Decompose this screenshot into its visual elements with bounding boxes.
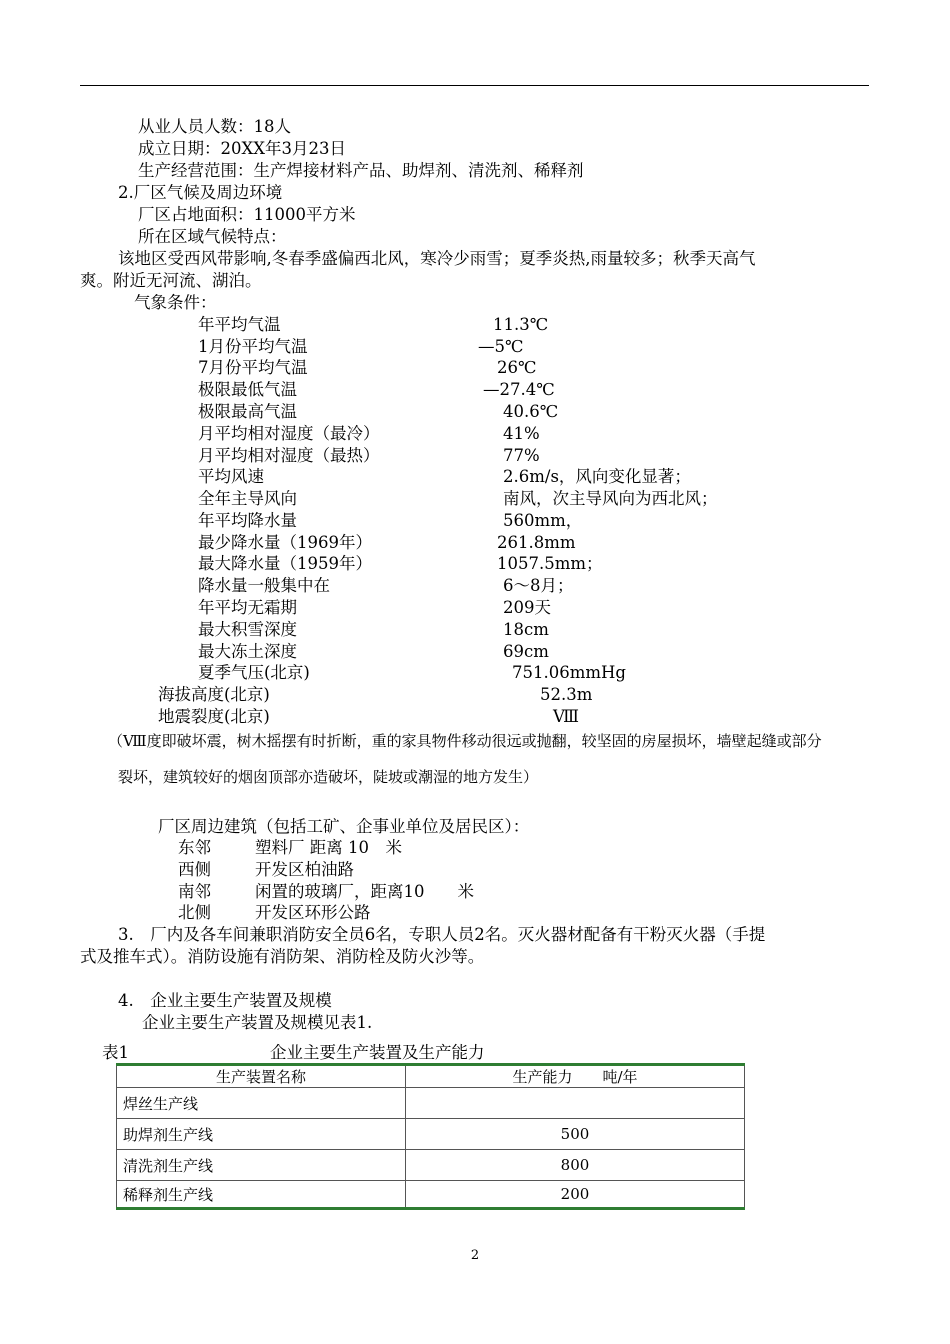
weather-key: 年平均无霜期 bbox=[198, 598, 297, 617]
section-3-cont: 式及推车式）。消防设施有消防架、消防栓及防火沙等。 bbox=[80, 947, 485, 966]
cell-capacity bbox=[406, 1088, 745, 1119]
quake-note-cont: 裂坏，建筑较好的烟囱顶部亦造破坏，陡坡或潮湿的地方发生） bbox=[118, 768, 539, 786]
weather-value: 41% bbox=[503, 424, 540, 443]
weather-key: 极限最低气温 bbox=[198, 380, 297, 399]
cell-name: 焊丝生产线 bbox=[117, 1088, 406, 1119]
table-row bbox=[117, 1119, 745, 1150]
table-row bbox=[117, 1150, 745, 1181]
surrounding-dir: 北侧 bbox=[178, 903, 211, 922]
weather-value: 77% bbox=[503, 446, 540, 465]
weather-key: 最大冻土深度 bbox=[198, 642, 297, 661]
weather-value: 261.8mm bbox=[497, 533, 576, 552]
header-cell: 生产装置名称 bbox=[117, 1065, 406, 1088]
cell-capacity: 500 bbox=[406, 1119, 745, 1150]
header-rule bbox=[80, 85, 869, 86]
surrounding-dir: 东邻 bbox=[178, 838, 211, 857]
production-table bbox=[116, 1063, 745, 1210]
weather-value: —5℃ bbox=[478, 337, 524, 356]
site-area: 厂区占地面积：11000平方米 bbox=[138, 205, 356, 224]
section-3: 3. 厂内及各车间兼职消防安全员6名，专职人员2名。灭火器材配备有干粉灭火器（手提 bbox=[118, 925, 766, 944]
business-scope: 生产经营范围：生产焊接材料产品、助焊剂、清洗剂、稀释剂 bbox=[138, 161, 584, 180]
weather-value: 18cm bbox=[503, 620, 549, 639]
cell-name: 助焊剂生产线 bbox=[117, 1119, 406, 1150]
weather-value: Ⅷ bbox=[553, 707, 579, 726]
weather-key: 月平均相对湿度（最热） bbox=[198, 446, 380, 465]
weather-key: 最大积雪深度 bbox=[198, 620, 297, 639]
founded: 成立日期：20XX年3月23日 bbox=[138, 139, 346, 158]
cell-name: 清洗剂生产线 bbox=[117, 1150, 406, 1181]
weather-value: 40.6℃ bbox=[503, 402, 559, 421]
weather-label: 气象条件： bbox=[134, 293, 217, 312]
weather-value: 52.3m bbox=[540, 685, 593, 704]
surroundings-title: 厂区周边建筑（包括工矿、企事业单位及居民区）： bbox=[158, 817, 530, 836]
weather-key: 月平均相对湿度（最冷） bbox=[198, 424, 380, 443]
weather-value: 209天 bbox=[503, 598, 551, 617]
climate-text: 该地区受西风带影响,冬春季盛偏西北风，寒冷少雨雪；夏季炎热,雨量较多；秋季天高气 bbox=[118, 249, 756, 268]
weather-key: 1月份平均气温 bbox=[198, 337, 308, 356]
surrounding-desc: 闲置的玻璃厂，距离10 米 bbox=[255, 882, 474, 901]
surrounding-dir: 南邻 bbox=[178, 882, 211, 901]
weather-key: 年平均气温 bbox=[198, 315, 281, 334]
weather-value: 6～8月； bbox=[503, 576, 574, 595]
table-title: 企业主要生产装置及生产能力 bbox=[270, 1043, 485, 1062]
climate-label: 所在区域气候特点： bbox=[138, 227, 287, 246]
weather-key: 夏季气压(北京) bbox=[198, 663, 310, 682]
weather-value: 2.6m/s，风向变化显著； bbox=[503, 467, 691, 486]
weather-key: 平均风速 bbox=[198, 467, 264, 486]
table-header-row bbox=[117, 1065, 745, 1088]
weather-key: 最大降水量（1959年） bbox=[198, 554, 372, 573]
weather-value: —27.4℃ bbox=[483, 380, 555, 399]
table-row bbox=[117, 1181, 745, 1209]
header-cell: 生产能力 吨/年 bbox=[406, 1065, 745, 1088]
quake-note: （Ⅷ度即破坏震，树木摇摆有时折断，重的家具物件移动很远或抛翻，较坚固的房屋损坏，墙壁起缝或部分 bbox=[108, 732, 822, 750]
weather-key: 海拔高度(北京) bbox=[158, 685, 270, 704]
table-row bbox=[117, 1088, 745, 1119]
weather-key: 年平均降水量 bbox=[198, 511, 297, 530]
weather-value: 1057.5mm； bbox=[497, 554, 603, 573]
section-4-heading: 4. 企业主要生产装置及规模 bbox=[118, 991, 332, 1010]
surrounding-desc: 开发区环形公路 bbox=[255, 903, 371, 922]
weather-key: 极限最高气温 bbox=[198, 402, 297, 421]
weather-key: 全年主导风向 bbox=[198, 489, 297, 508]
weather-value: 南风，次主导风向为西北风； bbox=[503, 489, 718, 508]
cell-capacity: 200 bbox=[406, 1181, 745, 1209]
page-number: 2 bbox=[470, 1248, 480, 1263]
weather-value: 560mm， bbox=[503, 511, 583, 530]
surrounding-dir: 西侧 bbox=[178, 860, 211, 879]
weather-key: 地震裂度(北京) bbox=[158, 707, 270, 726]
section-2-heading: 2.厂区气候及周边环境 bbox=[118, 183, 283, 202]
section-4-ref: 企业主要生产装置及规模见表1. bbox=[142, 1013, 373, 1032]
weather-value: 26℃ bbox=[497, 358, 537, 377]
weather-key: 最少降水量（1969年） bbox=[198, 533, 372, 552]
weather-key: 降水量一般集中在 bbox=[198, 576, 330, 595]
cell-name: 稀释剂生产线 bbox=[117, 1181, 406, 1209]
table-label: 表1 bbox=[102, 1043, 129, 1062]
weather-key: 7月份平均气温 bbox=[198, 358, 308, 377]
weather-value: 69cm bbox=[503, 642, 549, 661]
climate-text-cont: 爽。附近无河流、湖泊。 bbox=[80, 271, 262, 290]
surrounding-desc: 塑料厂 距离 10 米 bbox=[255, 838, 402, 857]
weather-value: 751.06mmHg bbox=[512, 663, 626, 682]
surrounding-desc: 开发区柏油路 bbox=[255, 860, 354, 879]
employees: 从业人员人数：18人 bbox=[138, 117, 291, 136]
weather-value: 11.3℃ bbox=[493, 315, 549, 334]
cell-capacity: 800 bbox=[406, 1150, 745, 1181]
